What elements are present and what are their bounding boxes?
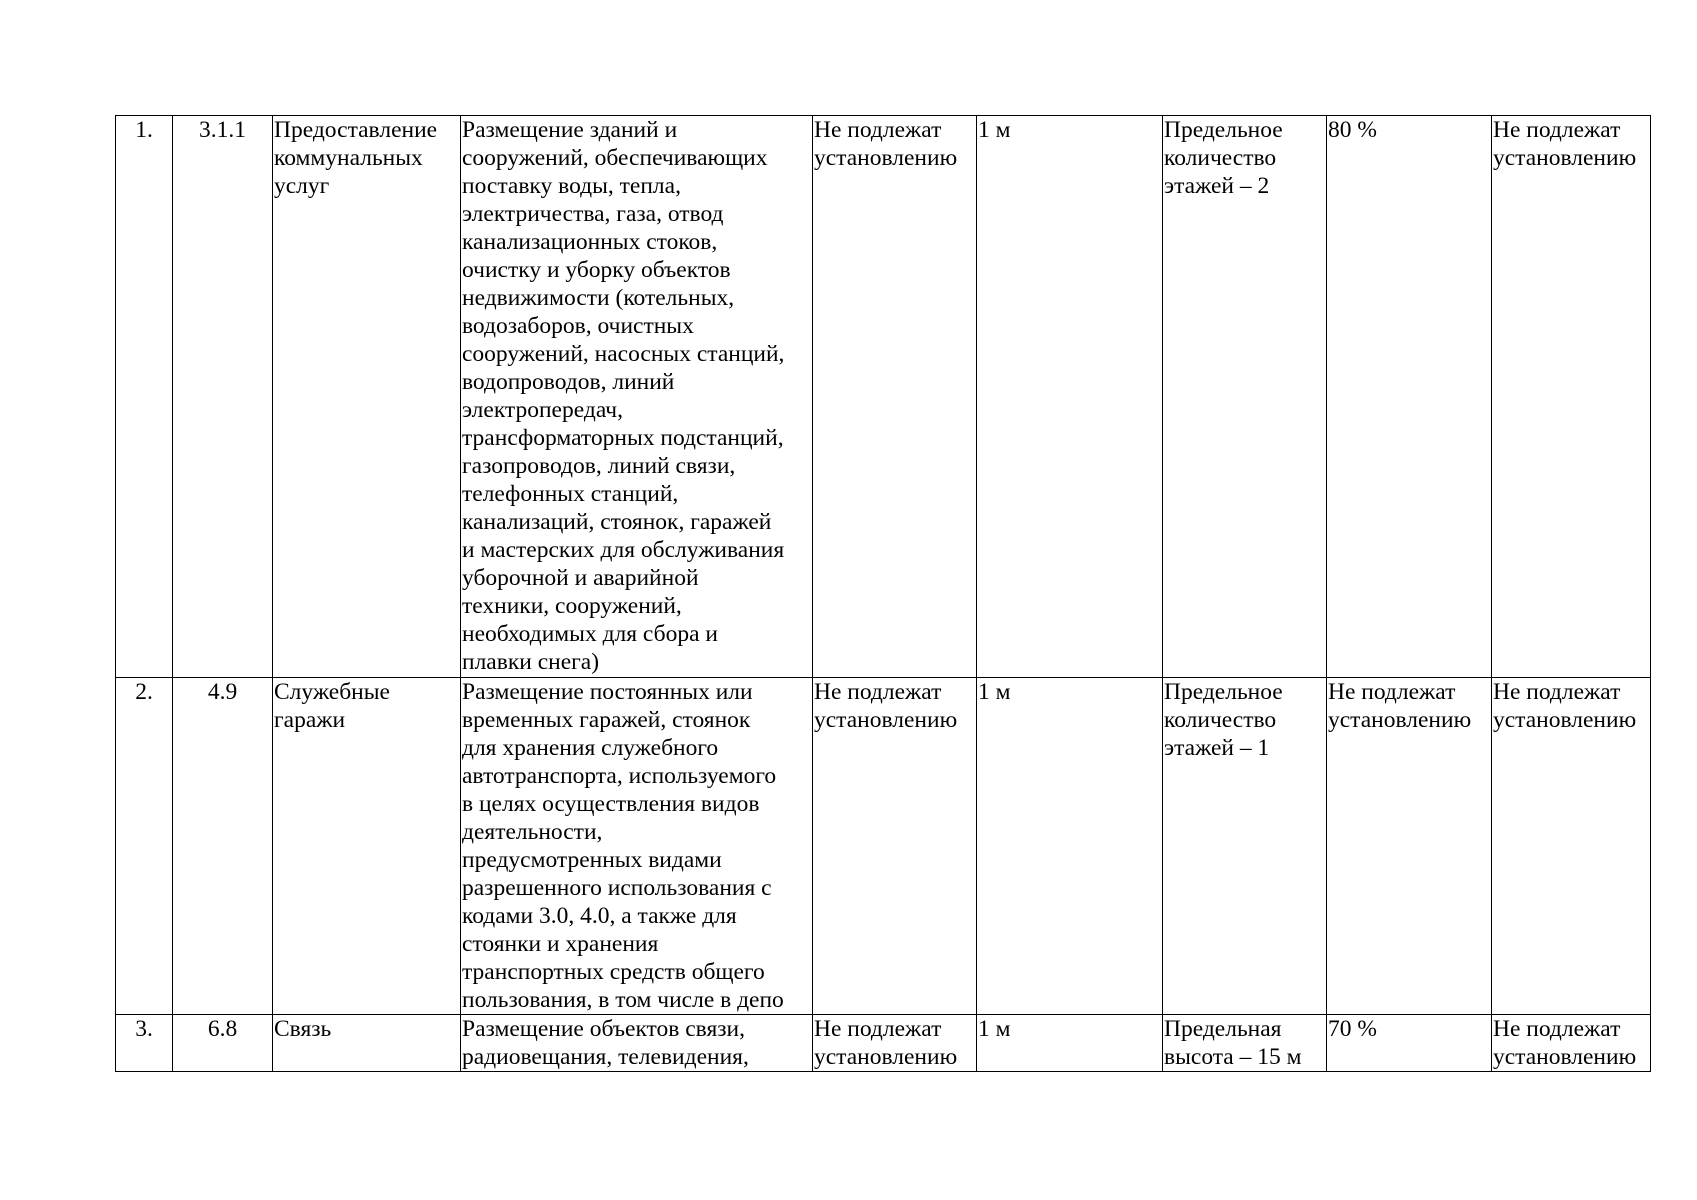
max-coverage-percent: 80 % <box>1327 116 1492 678</box>
use-description: Размещение объектов связи, радиовещания, телевидения, <box>461 1015 813 1072</box>
table-row <box>116 116 1651 678</box>
use-description: Размещение постоянных или временных гаражей, стоянок для хранения служебного автотранспорта, используемого в целях осуществления видов деятельности, предусмотренных видами разрешенного использования с кодами 3.0, 4.0, а также для стоянки и хранения транспортных средств общего пользования, в том числе в депо <box>461 678 813 1015</box>
min-setback: 1 м <box>977 116 1163 678</box>
min-setback: 1 м <box>977 678 1163 1015</box>
min-max-plot-size: Не подлежат установлению <box>813 1015 977 1072</box>
min-max-plot-size: Не подлежат установлению <box>813 678 977 1015</box>
other-parameters: Не подлежат установлению <box>1492 678 1651 1015</box>
row-number: 3. <box>116 1015 173 1072</box>
min-max-plot-size: Не подлежат установлению <box>813 116 977 678</box>
max-coverage-percent: Не подлежат установлению <box>1327 678 1492 1015</box>
use-name: Связь <box>273 1015 461 1072</box>
max-coverage-percent: 70 % <box>1327 1015 1492 1072</box>
max-floors-height: Предельное количество этажей – 1 <box>1163 678 1327 1015</box>
max-floors-height: Предельная высота – 15 м <box>1163 1015 1327 1072</box>
land-use-table <box>115 115 1651 1072</box>
use-code: 3.1.1 <box>173 116 273 678</box>
use-name: Служебные гаражи <box>273 678 461 1015</box>
table-row <box>116 678 1651 1015</box>
min-setback: 1 м <box>977 1015 1163 1072</box>
table-row <box>116 1015 1651 1072</box>
row-number: 1. <box>116 116 173 678</box>
use-code: 4.9 <box>173 678 273 1015</box>
max-floors-height: Предельное количество этажей – 2 <box>1163 116 1327 678</box>
use-code: 6.8 <box>173 1015 273 1072</box>
row-number: 2. <box>116 678 173 1015</box>
other-parameters: Не подлежат установлению <box>1492 1015 1651 1072</box>
use-name: Предоставление коммунальных услуг <box>273 116 461 678</box>
use-description: Размещение зданий и сооружений, обеспечивающих поставку воды, тепла, электричества, газа, отвод канализационных стоков, очистку и уборку объектов недвижимости (котельных, водозаборов, очистных сооружений, насосных станций, водопроводов, линий электропередач, трансформаторных подстанций, газопроводов, линий связи, телефонных станций, канализаций, стоянок, гаражей и мастерских для обслуживания уборочной и аварийной техники, сооружений, необходимых для сбора и плавки снега) <box>461 116 813 678</box>
other-parameters: Не подлежат установлению <box>1492 116 1651 678</box>
